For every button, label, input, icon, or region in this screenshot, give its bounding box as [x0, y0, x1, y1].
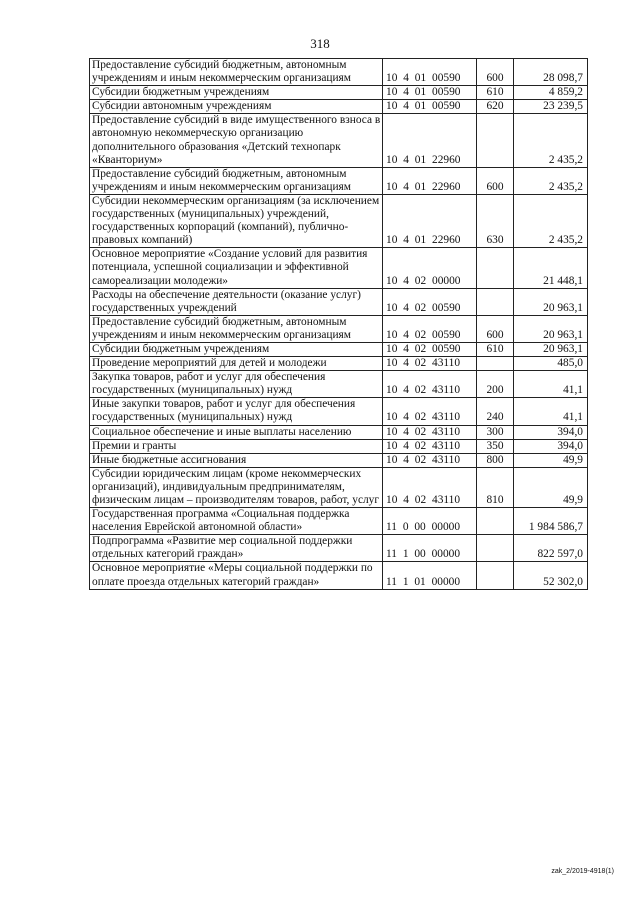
table-row [90, 248, 588, 288]
expense-name-cell: Субсидии юридическим лицам (кроме некоммерческих организаций), индивидуальным предпринимателям, физическим лицам – производителям товаров, работ, услуг [90, 467, 383, 507]
expense-name-cell: Государственная программа «Социальная поддержка населения Еврейской автономной области» [90, 508, 383, 535]
target-article-cell: 11 1 01 00000 [383, 562, 477, 589]
expense-type-cell: 810 [477, 467, 514, 507]
amount-cell: 485,0 [514, 357, 588, 371]
budget-rows [90, 59, 588, 590]
table-row [90, 342, 588, 356]
amount-cell: 822 597,0 [514, 535, 588, 562]
table-row [90, 167, 588, 194]
target-article-cell: 10 4 02 00590 [383, 315, 477, 342]
amount-cell: 394,0 [514, 439, 588, 453]
expense-name-cell: Субсидии бюджетным учреждениям [90, 86, 383, 100]
expense-type-cell [477, 562, 514, 589]
amount-cell: 2 435,2 [514, 167, 588, 194]
expense-name-cell: Иные бюджетные ассигнования [90, 453, 383, 467]
amount-cell: 2 435,2 [514, 114, 588, 167]
target-article-cell: 10 4 01 22960 [383, 167, 477, 194]
expense-type-cell [477, 248, 514, 288]
amount-cell: 2 435,2 [514, 194, 588, 247]
expense-name-cell: Закупка товаров, работ и услуг для обеспечения государственных (муниципальных) нужд [90, 371, 383, 398]
expense-type-cell: 600 [477, 59, 514, 86]
amount-cell: 4 859,2 [514, 86, 588, 100]
budget-table [89, 58, 588, 590]
amount-cell: 41,1 [514, 398, 588, 425]
table-row [90, 114, 588, 167]
expense-name-cell: Расходы на обеспечение деятельности (оказание услуг) государственных учреждений [90, 288, 383, 315]
page-number: 318 [310, 36, 330, 51]
target-article-cell: 11 0 00 00000 [383, 508, 477, 535]
expense-name-cell: Подпрограмма «Развитие мер социальной поддержки отдельных категорий граждан» [90, 535, 383, 562]
target-article-cell: 10 4 02 43110 [383, 439, 477, 453]
target-article-cell: 10 4 02 00590 [383, 342, 477, 356]
amount-cell: 20 963,1 [514, 315, 588, 342]
target-article-cell: 10 4 02 43110 [383, 467, 477, 507]
target-article-cell: 10 4 02 43110 [383, 453, 477, 467]
amount-cell: 23 239,5 [514, 100, 588, 114]
expense-name-cell: Социальное обеспечение и иные выплаты населению [90, 425, 383, 439]
table-row [90, 371, 588, 398]
table-row [90, 535, 588, 562]
expense-name-cell: Предоставление субсидий бюджетным, автономным учреждениям и иным некоммерческим организациям [90, 315, 383, 342]
expense-type-cell [477, 288, 514, 315]
table-row [90, 508, 588, 535]
expense-name-cell: Субсидии некоммерческим организациям (за исключением государственных (муниципальных) учреждений, государственных корпораций (компаний), публично-правовых компаний) [90, 194, 383, 247]
target-article-cell: 10 4 01 00590 [383, 59, 477, 86]
table-row [90, 357, 588, 371]
target-article-cell: 10 4 01 22960 [383, 114, 477, 167]
expense-type-cell: 350 [477, 439, 514, 453]
amount-cell: 49,9 [514, 453, 588, 467]
expense-type-cell: 600 [477, 315, 514, 342]
expense-type-cell: 300 [477, 425, 514, 439]
expense-name-cell: Предоставление субсидий в виде имущественного взноса в автономную некоммерческую организацию дополнительного образования «Детский технопарк «Кванториум» [90, 114, 383, 167]
expense-name-cell: Субсидии бюджетным учреждениям [90, 342, 383, 356]
target-article-cell: 10 4 02 43110 [383, 371, 477, 398]
expense-type-cell [477, 357, 514, 371]
table-row [90, 194, 588, 247]
target-article-cell: 11 1 00 00000 [383, 535, 477, 562]
amount-cell: 28 098,7 [514, 59, 588, 86]
amount-cell: 394,0 [514, 425, 588, 439]
amount-cell: 20 963,1 [514, 342, 588, 356]
expense-name-cell: Предоставление субсидий бюджетным, автономным учреждениям и иным некоммерческим организациям [90, 167, 383, 194]
expense-type-cell: 610 [477, 342, 514, 356]
amount-cell: 41,1 [514, 371, 588, 398]
amount-cell: 20 963,1 [514, 288, 588, 315]
expense-type-cell: 620 [477, 100, 514, 114]
amount-cell: 52 302,0 [514, 562, 588, 589]
target-article-cell: 10 4 02 00000 [383, 248, 477, 288]
document-code: zak_2/2019-4918(1) [551, 868, 614, 875]
expense-name-cell: Основное мероприятие «Создание условий для развития потенциала, успешной социализации и эффективной самореализации молодежи» [90, 248, 383, 288]
amount-cell: 1 984 586,7 [514, 508, 588, 535]
expense-name-cell: Основное мероприятие «Меры социальной поддержки по оплате проезда отдельных категорий граждан» [90, 562, 383, 589]
table-row [90, 59, 588, 86]
table-row [90, 398, 588, 425]
amount-cell: 21 448,1 [514, 248, 588, 288]
table-row [90, 453, 588, 467]
table-row [90, 562, 588, 589]
expense-type-cell [477, 535, 514, 562]
table-row [90, 315, 588, 342]
expense-type-cell [477, 114, 514, 167]
expense-name-cell: Премии и гранты [90, 439, 383, 453]
expense-type-cell: 800 [477, 453, 514, 467]
expense-type-cell: 600 [477, 167, 514, 194]
target-article-cell: 10 4 02 43110 [383, 398, 477, 425]
expense-name-cell: Проведение мероприятий для детей и молодежи [90, 357, 383, 371]
target-article-cell: 10 4 01 00590 [383, 86, 477, 100]
table-row [90, 86, 588, 100]
expense-type-cell: 200 [477, 371, 514, 398]
target-article-cell: 10 4 02 00590 [383, 288, 477, 315]
expense-name-cell: Субсидии автономным учреждениям [90, 100, 383, 114]
target-article-cell: 10 4 01 22960 [383, 194, 477, 247]
expense-type-cell [477, 508, 514, 535]
target-article-cell: 10 4 02 43110 [383, 357, 477, 371]
expense-type-cell: 630 [477, 194, 514, 247]
expense-type-cell: 240 [477, 398, 514, 425]
expense-name-cell: Предоставление субсидий бюджетным, автономным учреждениям и иным некоммерческим организациям [90, 59, 383, 86]
table-row [90, 439, 588, 453]
amount-cell: 49,9 [514, 467, 588, 507]
table-row [90, 288, 588, 315]
expense-type-cell: 610 [477, 86, 514, 100]
target-article-cell: 10 4 01 00590 [383, 100, 477, 114]
target-article-cell: 10 4 02 43110 [383, 425, 477, 439]
table-row [90, 467, 588, 507]
table-row [90, 425, 588, 439]
expense-name-cell: Иные закупки товаров, работ и услуг для обеспечения государственных (муниципальных) нужд [90, 398, 383, 425]
table-row [90, 100, 588, 114]
